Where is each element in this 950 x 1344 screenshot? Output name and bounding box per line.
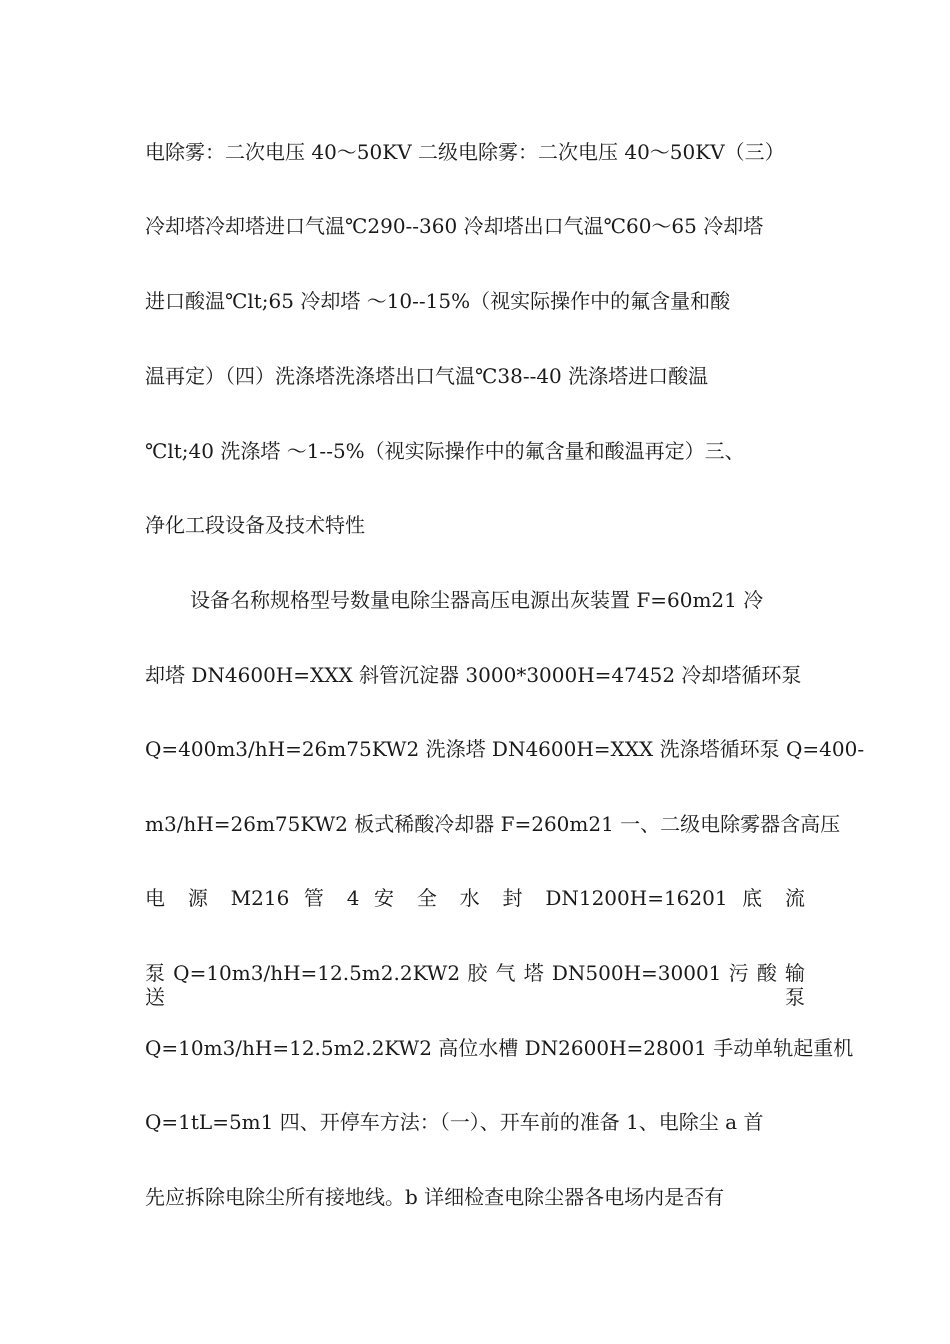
text-line: m3/hH=26m75KW2 板式稀酸冷却器 F=260m21 一、二级电除雾器含高压 — [145, 812, 841, 836]
text-line: 泵 Q=10m3/hH=12.5m2.2KW2 胶 气 塔 DN500H=30001 污 酸 输 送 泵 — [145, 961, 805, 1009]
text-line: 净化工段设备及技术特性 — [145, 513, 365, 537]
text-line: 设备名称规格型号数量电除尘器高压电源出灰装置 F=60m21 冷 — [190, 588, 764, 612]
text-line: 冷却塔冷却塔进口气温℃290--360 冷却塔出口气温℃60～65 冷却塔 — [145, 214, 764, 238]
text-line: 却塔 DN4600H=XXX 斜管沉淀器 3000*3000H=47452 冷却塔循环泵 — [145, 663, 802, 687]
text-line: 先应拆除电除尘所有接地线。b 详细检查电除尘器各电场内是否有 — [145, 1185, 725, 1209]
text-line: 温再定）（四）洗涤塔洗涤塔出口气温℃38--40 洗涤塔进口酸温 — [145, 364, 709, 388]
text-line: Q=10m3/hH=12.5m2.2KW2 高位水槽 DN2600H=28001 手动单轨起重机 — [145, 1036, 854, 1060]
text-line: Q=400m3/hH=26m75KW2 洗涤塔 DN4600H=XXX 洗涤塔循环泵 Q=400- — [145, 737, 865, 761]
text-line: 进口酸温℃lt;65 冷却塔 ～10--15%（视实际操作中的氟含量和酸 — [145, 289, 731, 313]
text-line: 电 源 M216 管 4 安 全 水 封 DN1200H=16201 底 流 — [145, 886, 805, 910]
text-line: 电除雾：二次电压 40～50KV 二级电除雾：二次电压 40～50KV（三） — [145, 140, 785, 164]
text-line: ℃lt;40 洗涤塔 ～1--5%（视实际操作中的氟含量和酸温再定）三、 — [145, 439, 745, 463]
text-line: Q=1tL=5m1 四、开停车方法：（一）、开车前的准备 1、电除尘 a 首 — [145, 1110, 764, 1134]
